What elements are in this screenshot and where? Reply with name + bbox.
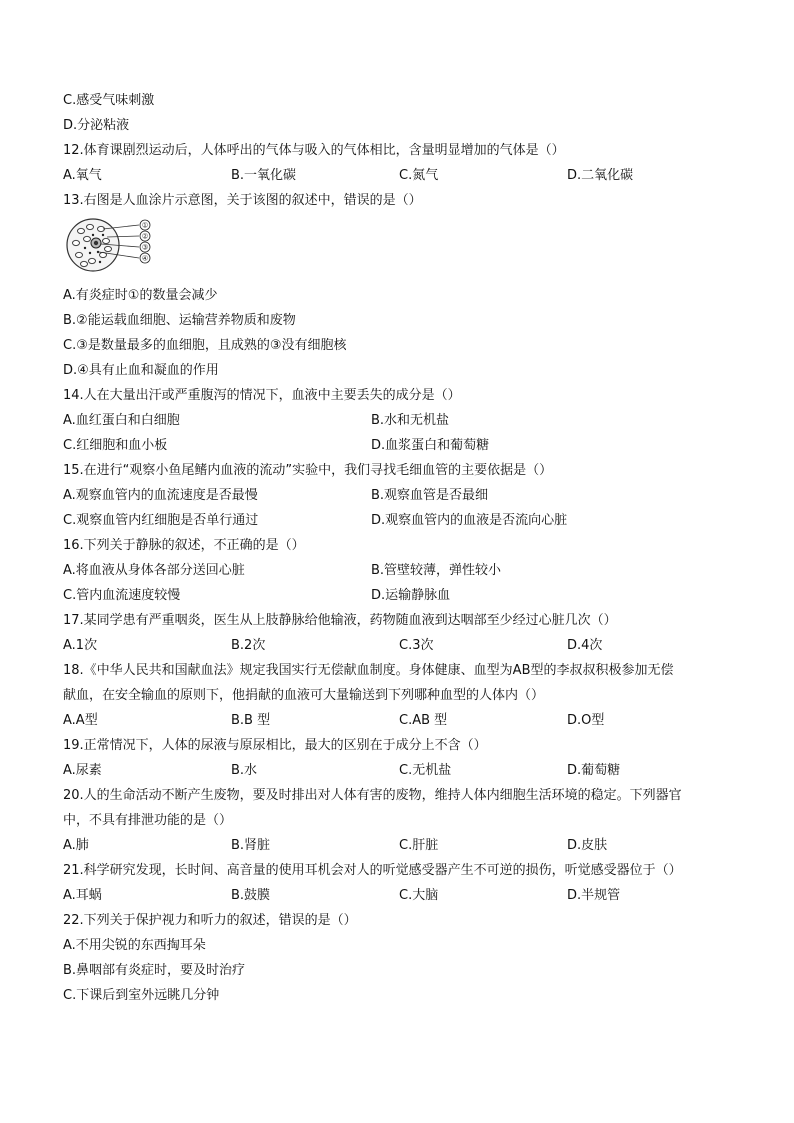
q18-stem-line1: 18.《中华人民共和国献血法》规定我国实行无偿献血制度。身体健康、血型为AB型的李叔叔积极参加无偿 [63, 663, 674, 678]
q16-options-row2 [63, 583, 743, 608]
q22-stem: 22.下列关于保护视力和听力的叙述，错误的是（） [63, 913, 357, 928]
q20-option-a: A.肺 [63, 838, 89, 853]
q13-stem: 13.右图是人血涂片示意图，关于该图的叙述中，错误的是（） [63, 193, 422, 208]
label-3: ③ [141, 243, 149, 252]
q17-option-c: C.3次 [399, 638, 434, 653]
q18-options [63, 708, 743, 733]
q20-option-b: B.肾脏 [231, 838, 271, 853]
label-1: ① [141, 221, 149, 230]
q12-stem: 12.体育课剧烈运动后，人体呼出的气体与吸入的气体相比，含量明显增加的气体是（） [63, 143, 565, 158]
q12-option-d: D.二氧化碳 [567, 168, 634, 183]
q12-option-c: C.氮气 [399, 168, 439, 183]
q15-options-row1 [63, 483, 743, 508]
q20-stem-line1: 20.人的生命活动不断产生废物，要及时排出对人体有害的废物，维持人体内细胞生活环境的稳定。下列器官 [63, 788, 682, 803]
q21-options [63, 883, 743, 908]
q12-option-a: A.氧气 [63, 168, 102, 183]
q18-option-a: A.A型 [63, 713, 98, 728]
q16-stem: 16.下列关于静脉的叙述，不正确的是（） [63, 538, 305, 553]
q18-option-c: C.AB 型 [399, 713, 448, 728]
q17-option-d: D.4次 [567, 638, 603, 653]
label-4: ④ [141, 254, 149, 263]
q11-option-d: D.分泌粘液 [63, 118, 130, 133]
q15-option-a: A.观察血管内的血流速度是否最慢 [63, 488, 258, 503]
q18-option-b: B.B 型 [231, 713, 271, 728]
q22-option-a: A.不用尖锐的东西掏耳朵 [63, 938, 206, 953]
q18-stem-line2: 献血，在安全输血的原则下，他捐献的血液可大量输送到下列哪种血型的人体内（） [63, 688, 545, 703]
q15-option-b: B.观察血管是否最细 [371, 488, 489, 503]
q17-option-a: A.1次 [63, 638, 98, 653]
q14-options-row2 [63, 433, 743, 458]
q16-option-d: D.运输静脉血 [371, 588, 451, 603]
q21-stem: 21.科学研究发现，长时间、高音量的使用耳机会对人的听觉感受器产生不可逆的损伤，听觉感受器位于（） [63, 863, 682, 878]
q19-option-b: B.水 [231, 763, 258, 778]
blood-smear-figure [63, 215, 743, 277]
q14-option-d: D.血浆蛋白和葡萄糖 [371, 438, 490, 453]
q21-option-c: C.大脑 [399, 888, 439, 903]
q21-option-b: B.鼓膜 [231, 888, 271, 903]
q22-option-c: C.下课后到室外远眺几分钟 [63, 988, 220, 1003]
q14-option-a: A.血红蛋白和白细胞 [63, 413, 180, 428]
q14-stem: 14.人在大量出汗或严重腹泻的情况下，血液中主要丢失的成分是（） [63, 388, 461, 403]
q17-stem: 17.某同学患有严重咽炎，医生从上肢静脉给他输液，药物随血液到达咽部至少经过心脏几次（） [63, 613, 617, 628]
q21-option-d: D.半规管 [567, 888, 621, 903]
q17-options [63, 633, 743, 658]
q16-option-a: A.将血液从身体各部分送回心脏 [63, 563, 245, 578]
q14-option-b: B.水和无机盐 [371, 413, 450, 428]
q15-option-d: D.观察血管内的血液是否流向心脏 [371, 513, 568, 528]
q19-option-c: C.无机盐 [399, 763, 452, 778]
q21-option-a: A.耳蜗 [63, 888, 102, 903]
q12-option-b: B.一氧化碳 [231, 168, 297, 183]
q18-option-d: D.O型 [567, 713, 605, 728]
q16-option-c: C.管内血流速度较慢 [63, 588, 181, 603]
q12-options [63, 163, 743, 188]
q17-option-b: B.2次 [231, 638, 266, 653]
q15-options-row2 [63, 508, 743, 533]
q11-option-c: C.感受气味刺激 [63, 93, 155, 108]
q19-options [63, 758, 743, 783]
label-2: ② [141, 232, 149, 241]
q19-option-a: A.尿素 [63, 763, 102, 778]
q15-option-c: C.观察血管内红细胞是否单行通过 [63, 513, 259, 528]
exam-page [63, 88, 743, 1008]
q13-option-c: C.③是数量最多的血细胞，且成熟的③没有细胞核 [63, 338, 347, 353]
q19-stem: 19.正常情况下，人体的尿液与原尿相比，最大的区别在于成分上不含（） [63, 738, 487, 753]
q15-stem: 15.在进行“观察小鱼尾鳍内血液的流动”实验中，我们寻找毛细血管的主要依据是（） [63, 463, 553, 478]
q19-option-d: D.葡萄糖 [567, 763, 621, 778]
q13-option-a: A.有炎症时①的数量会减少 [63, 288, 218, 303]
q20-stem-line2: 中，不具有排泄功能的是（） [63, 813, 233, 828]
blood-smear-diagram [63, 215, 163, 277]
q13-option-b: B.②能运载血细胞、运输营养物质和废物 [63, 313, 296, 328]
q20-option-c: C.肝脏 [399, 838, 439, 853]
q16-option-b: B.管壁较薄，弹性较小 [371, 563, 502, 578]
q22-option-b: B.鼻咽部有炎症时，要及时治疗 [63, 963, 246, 978]
q14-options-row1 [63, 408, 743, 433]
q13-option-d: D.④具有止血和凝血的作用 [63, 363, 219, 378]
q14-option-c: C.红细胞和血小板 [63, 438, 168, 453]
q20-options [63, 833, 743, 858]
q20-option-d: D.皮肤 [567, 838, 608, 853]
q16-options-row1 [63, 558, 743, 583]
